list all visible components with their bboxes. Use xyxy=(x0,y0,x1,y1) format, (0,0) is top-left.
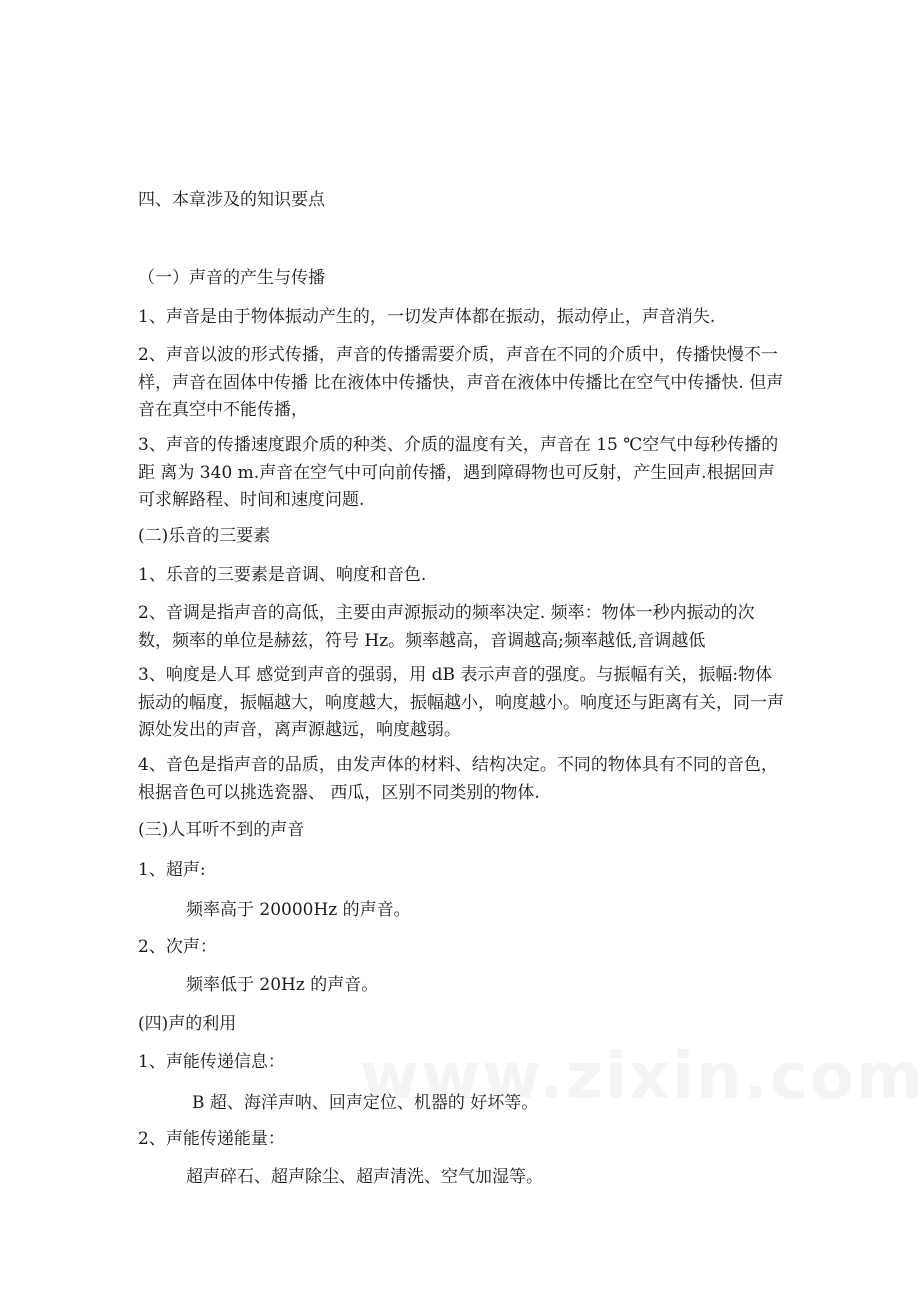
section-3-title: (三)人耳听不到的声音 xyxy=(138,820,305,840)
section-3-item-2-detail: 频率低于 20Hz 的声音。 xyxy=(186,975,379,995)
section-3-item-1: 1、超声: xyxy=(138,860,206,880)
section-3-item-1-detail: 频率高于 20000Hz 的声音。 xyxy=(186,900,411,920)
section-4-item-1: 1、声能传递信息： xyxy=(138,1052,285,1072)
section-2-paragraph-1: 1、乐音的三要素是音调、响度和音色. xyxy=(138,565,427,585)
section-2-paragraph-4: 4、音色是指声音的品质，由发声体的材料、结构决定。不同的物体具有不同的音色，根据音色可以挑选瓷器、 西瓜，区别不同类别的物体. xyxy=(138,755,778,803)
section-1-title: （一）声音的产生与传播 xyxy=(138,268,325,288)
section-2-paragraph-3: 3、响度是人耳 感觉到声音的强弱，用 dB 表示声音的强度。与振幅有关，振幅:物体振动的幅度，振幅越大，响度越大，振幅越小，响度越小。响度还与距离有关，同一声源处发出的声音，离声源越远，响度越弱。 xyxy=(138,665,784,740)
section-4-item-2: 2、声能传递能量： xyxy=(138,1129,285,1149)
section-2-paragraph-2: 2、音调是指声音的高低，主要由声源振动的频率决定. 频率：物体一秒内振动的次数，频率的单位是赫兹，符号 Hz。频率越高，音调越高;频率越低,音调越低 xyxy=(138,603,755,651)
section-3-item-2: 2、次声： xyxy=(138,937,217,957)
section-1-paragraph-3: 3、声音的传播速度跟介质的种类、介质的温度有关，声音在 15 ℃空气中每秒传播的距 离为 340 m.声音在空气中可向前传播，遇到障碍物也可反射，产生回声.根据回声可求解路程、时间和速度问题. xyxy=(138,435,779,510)
section-1-paragraph-2: 2、声音以波的形式传播，声音的传播需要介质，声音在不同的介质中，传播快慢不一样，声音在固体中传播 比在液体中传播快，声音在液体中传播比在空气中传播快. 但声音在真空中不能传播， xyxy=(138,345,784,420)
section-4-item-1-detail: B 超、海洋声呐、回声定位、机器的 好坏等。 xyxy=(192,1093,539,1113)
section-1-paragraph-1: 1、声音是由于物体振动产生的，一切发声体都在振动，振动停止，声音消失. xyxy=(138,307,716,327)
section-4-title: (四)声的利用 xyxy=(138,1014,237,1034)
section-2-title: (二)乐音的三要素 xyxy=(138,526,271,546)
section-heading: 四、本章涉及的知识要点 xyxy=(138,190,325,210)
section-4-item-2-detail: 超声碎石、超声除尘、超声清洗、空气加湿等。 xyxy=(186,1167,543,1187)
